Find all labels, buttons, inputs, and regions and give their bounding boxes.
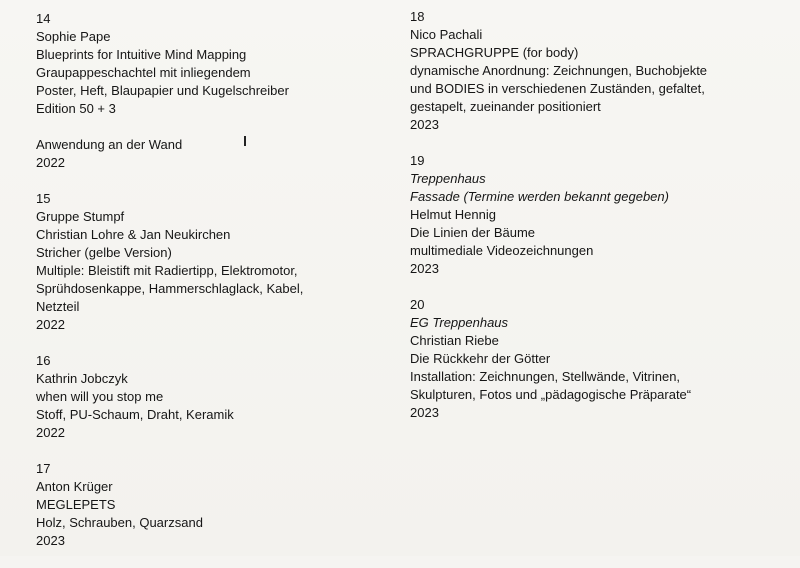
- entry-title: Blueprints for Intuitive Mind Mapping: [36, 47, 247, 62]
- entry-year: 2022: [36, 425, 65, 440]
- entry-15: [36, 190, 406, 334]
- entry-description-line: Sprühdosenkappe, Hammerschlaglack, Kabel,: [36, 281, 304, 296]
- entry-year: 2022: [36, 155, 65, 170]
- entry-usage: Anwendung an der Wand: [36, 137, 183, 152]
- entry-artist: Nico Pachali: [410, 27, 483, 42]
- entry-number: 18: [410, 9, 425, 24]
- entry-artist: Helmut Hennig: [410, 207, 496, 222]
- entry-description-line: dynamische Anordnung: Zeichnungen, Buchobjekte: [410, 63, 708, 78]
- entry-title: when will you stop me: [36, 389, 164, 404]
- entry-18: [410, 8, 780, 134]
- entry-description-line: Graupappeschachtel mit inliegendem: [36, 65, 251, 80]
- entry-description-line: Netzteil: [36, 299, 80, 314]
- entry-title: Stricher (gelbe Version): [36, 245, 172, 260]
- entry-number: 14: [36, 11, 51, 26]
- entry-description-line: Installation: Zeichnungen, Stellwände, Vitrinen,: [410, 369, 681, 384]
- entry-title: MEGLEPETS: [36, 497, 116, 512]
- entry-gap: [36, 118, 406, 136]
- entry-artist: Sophie Pape: [36, 29, 111, 44]
- entry-artist: Kathrin Jobczyk: [36, 371, 128, 386]
- entry-description-line: Poster, Heft, Blaupapier und Kugelschreiber: [36, 83, 289, 98]
- entry-materials: Stoff, PU-Schaum, Draht, Keramik: [36, 407, 234, 422]
- entry-artist-names: Christian Lohre & Jan Neukirchen: [36, 227, 231, 242]
- entry-artist: Anton Krüger: [36, 479, 113, 494]
- right-column: [410, 8, 780, 440]
- entry-14: [36, 10, 406, 172]
- entry-description-line: Skulpturen, Fotos und „pädagogische Präparate“: [410, 387, 692, 402]
- entry-number: 19: [410, 153, 425, 168]
- entry-location-note: Fassade (Termine werden bekannt gegeben): [410, 189, 669, 204]
- entry-title: Die Rückkehr der Götter: [410, 351, 551, 366]
- entry-17: [36, 460, 406, 550]
- entry-artist: Christian Riebe: [410, 333, 499, 348]
- entry-description-line: gestapelt, zueinander positioniert: [410, 99, 601, 114]
- entry-20: [410, 296, 780, 422]
- entry-location: Treppenhaus: [410, 171, 486, 186]
- entry-year: 2023: [410, 117, 439, 132]
- entry-description-line: und BODIES in verschiedenen Zuständen, gefaltet,: [410, 81, 705, 96]
- entry-title: Die Linien der Bäume: [410, 225, 536, 240]
- entry-year: 2022: [36, 317, 65, 332]
- entry-number: 17: [36, 461, 51, 476]
- left-column: [36, 10, 406, 568]
- entry-artist: Gruppe Stumpf: [36, 209, 125, 224]
- entry-title: SPRACHGRUPPE (for body): [410, 45, 579, 60]
- entry-year: 2023: [410, 405, 439, 420]
- entry-medium: multimediale Videozeichnungen: [410, 243, 594, 258]
- entry-16: [36, 352, 406, 442]
- entry-edition: Edition 50 + 3: [36, 101, 116, 116]
- entry-description-line: Multiple: Bleistift mit Radiertipp, Elektromotor,: [36, 263, 298, 278]
- entry-materials: Holz, Schrauben, Quarzsand: [36, 515, 203, 530]
- entry-number: 15: [36, 191, 51, 206]
- entry-year: 2023: [36, 533, 65, 548]
- entry-location: EG Treppenhaus: [410, 315, 509, 330]
- entry-number: 20: [410, 297, 425, 312]
- entry-number: 16: [36, 353, 51, 368]
- entry-year: 2023: [410, 261, 439, 276]
- entry-19: [410, 152, 780, 278]
